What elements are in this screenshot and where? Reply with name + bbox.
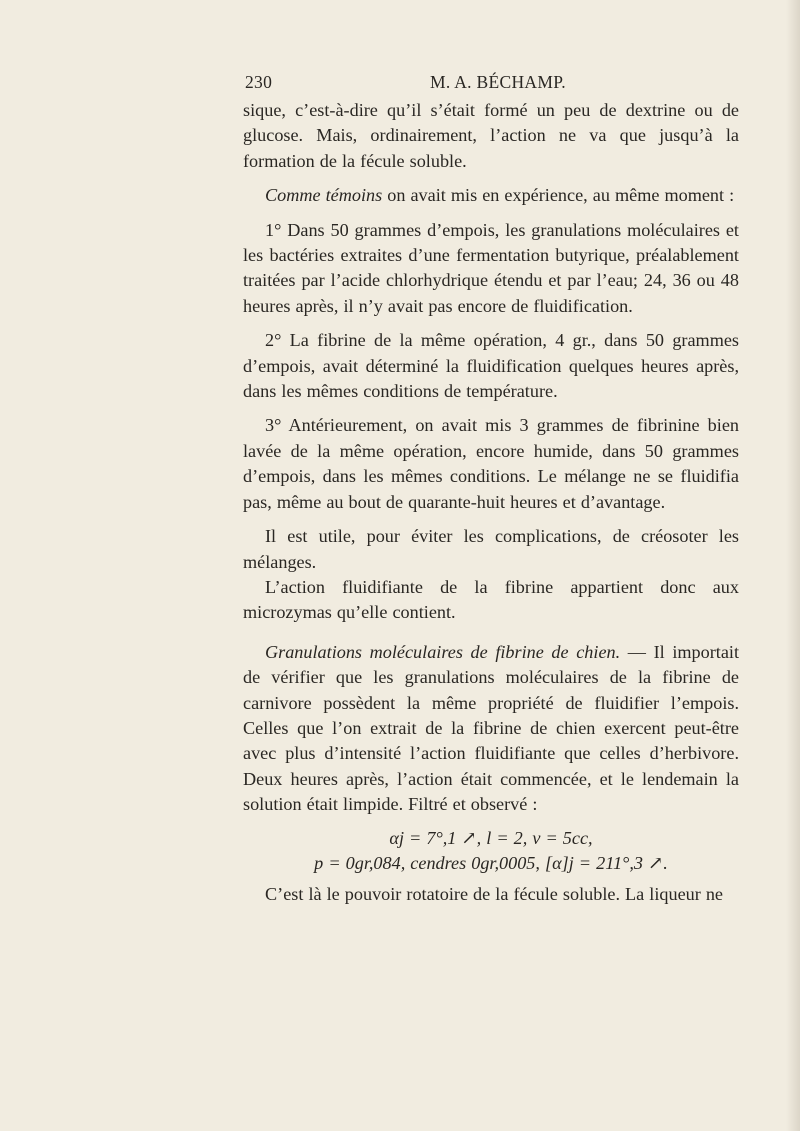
paragraph-temoins (243, 183, 739, 208)
formula-block (243, 826, 739, 877)
running-head: M. A. BÉCHAMP. (430, 72, 566, 92)
paragraph-creosote: Il est utile, pour éviter les complications, de créosoter les mélanges. (243, 526, 739, 572)
formula-line-1: αj = 7°,1 ↗, l = 2, v = 5cc, (389, 827, 593, 848)
temoins-italic: Comme témoins (265, 185, 383, 206)
temoins-rest: on avait mis en expérience, au même moment : (382, 185, 735, 206)
paragraph-final: C’est là le pouvoir rotatoire de la fécule soluble. La liqueur ne (265, 884, 724, 905)
section-body: Il importait de vérifier que les granulations moléculaires de la fibrine de carnivore possèdent la même propriété de fluidifier l’empois. Celles que l’on extrait de la fibrine de chien exercent peut-être avec plus d’intensité l’action fluidifiante que celles d’herbivore. Deux heures après, l’action était commencée, et le lendemain la solution était limpide. Filtré et observé : (243, 641, 740, 815)
paragraph-item-3: 3° Antérieurement, on avait mis 3 grammes de fibrinine bien lavée de la même opération, encore humide, dans 50 grammes d’empois, dans les mêmes conditions. Le mélange ne se fluidifia pas, même au bout de quarante-huit heures et d’avantage. (243, 415, 739, 512)
section-title: Granulations moléculaires de fibrine de chien. (265, 641, 621, 662)
paragraph-item-2: 2° La fibrine de la même opération, 4 gr., dans 50 grammes d’empois, avait déterminé la fluidification quelques heures après, dans les mêmes conditions de température. (243, 330, 739, 402)
page-header (245, 72, 740, 96)
page-edge-shadow (786, 0, 800, 1131)
paragraph-conclusion: L’action fluidifiante de la fibrine appartient donc aux microzymas qu’elle contient. (243, 576, 739, 623)
paragraph-continuation: sique, c’est-à-dire qu’il s’était formé un peu de dextrine ou de glucose. Mais, ordinairement, l’action ne va que jusqu’à la formation de la fécule soluble. (243, 100, 739, 171)
page-number: 230 (245, 72, 273, 92)
section-dash: — (620, 641, 654, 662)
paragraph-section (243, 640, 739, 818)
formula-line-2: p = 0gr,084, cendres 0gr,0005, [α]j = 211°,3 ↗. (314, 852, 668, 873)
paragraph-item-1: 1° Dans 50 grammes d’empois, les granulations moléculaires et les bactéries extraites d’une fermentation butyrique, préalablement traitées par l’acide chlorhydrique étendu et par l’eau; 24, 36 ou 48 heures après, il n’y avait pas encore de fluidification. (243, 219, 739, 316)
body-text (243, 98, 739, 908)
